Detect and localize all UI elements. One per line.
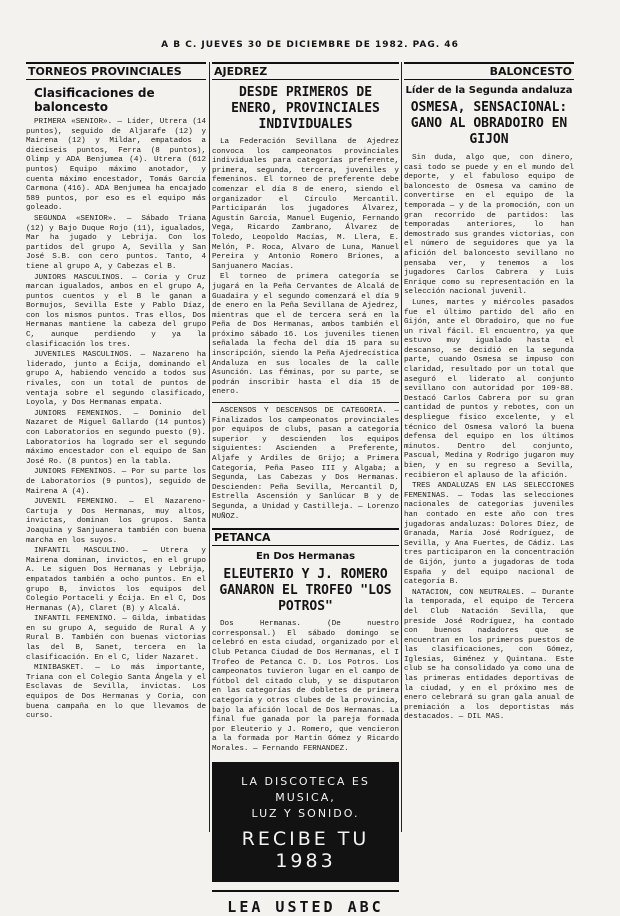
kicker-lider: Líder de la Segunda andaluza bbox=[405, 85, 573, 96]
divider bbox=[212, 402, 399, 403]
section-label: PETANCA bbox=[214, 531, 271, 545]
kicker-dos-hermanas: En Dos Hermanas bbox=[255, 551, 356, 563]
ad-headline: RECIBE TU 1983 bbox=[241, 828, 370, 873]
paragraph: JUNIORS FEMENINOS. — Por su parte los de Laboratorios (9 puntos), seguido de Mairena A (4). bbox=[26, 468, 206, 496]
ad-line-1: LA DISCOTECA ES MUSICA, bbox=[241, 775, 370, 805]
column-right bbox=[404, 62, 574, 840]
paragraph: JUVENIL FEMENINO. — El Nazareno-Cartuja y Dos Hermanas, muy altos, invictas, dominan los grupos. Santa Joaquina y Sanjuanera también con buena marcha en los suyos. bbox=[26, 498, 206, 545]
paragraph: La Federación Sevillana de Ajedrez convoca los campeonatos provinciales individuales para categorías preferente, primera, segunda, tercera, juveniles y femeninos. El torneo de preferente debe comenzar el día 8 de enero, siendo el organizador el Círculo Mercantil. Participarán los jugadores Álvarez, Agustín García, Manuel Eugenio, Fernando Vega, Ricardo Zambrano, Álvarez de Toledo, Leopoldo Macías, M. Llera, E. Melón, P. Roca, Alvaro de Luna, Manuel Pereira y Antonio Romero Briones, a Sanjuanero Macías. bbox=[212, 138, 399, 271]
paragraph: Dos Hermanas. (De nuestro corresponsal.) El sábado domingo se celebró en esta ciudad, organizado por el Club Petanca Ciudad de Dos Hermanas, el I Trofeo de Petanca C. D. Los Potros. Los campeonatos tuvieron lugar en el campo de fútbol del citado club, y se disputaron en las categorías de dobletes de primera categoría y otros clubes de la provincia, bajo la afición local de Dos Hermanas. La final fue ganada por la pareja formada por Eleuterio y J. Romero, que vencieron a la formada por Martín Gómez y Ricardo Morales. — Fernando FERNANDEZ. bbox=[212, 620, 399, 753]
paragraph: SEGUNDA «SENIOR». — Sábado Triana (12) y Bajo Duque Rojo (11), igualados, Mar ha jugado y Lebrija. Con los partidos del grupo A, Sevilla y San José S.B. con cero puntos. Tanto, 4 tiene al grupo A, y Cabezas el B. bbox=[26, 214, 206, 271]
ad-footer: LEA USTED ABC bbox=[212, 890, 399, 916]
paragraph: MINIBASKET. — Lo más importante, Triana con el Colegio Santa Ángela y el Esclavas de Sevilla, invictas. Los equipos de Dos Hermanas y Coria, con buena campaña en lo que llevamos de curso. bbox=[26, 664, 206, 721]
column-middle bbox=[212, 62, 399, 916]
article-body-left bbox=[26, 118, 206, 722]
paragraph: INFANTIL FEMENINO. — Gilda, imbatidas en su grupo A, seguido de Rural A y Rural B. También con buenas victorias las del B, Sanet, tercera en la clasificación. En el C, líder Nazaret. bbox=[26, 615, 206, 662]
section-label: BALONCESTO bbox=[489, 65, 572, 78]
article-body-petanca bbox=[212, 620, 399, 754]
discoteca-ad bbox=[212, 762, 399, 882]
headline-petanca: ELEUTERIO Y J. ROMERO GANARON EL TROFEO "LOS POTROS" bbox=[219, 567, 392, 615]
paragraph: INFANTIL MASCULINO. — Utrera y Mairena dominan, invictos, en el grupo A. Le siguen Dos Hermanas y Lebrija, empatados también a ocho puntos. En el grupo B, invictos los equipos del Colegio Portaceli y Écija. En el C, Dos Hermanas (A), Claret (B) y Alcalá. bbox=[26, 547, 206, 613]
article-body-ajedrez bbox=[212, 138, 399, 522]
paragraph: JUNIORS FEMENINOS. — Dominio del Nazaret de Miguel Gallardo (14 puntos) con Laboratorios en segundo puesto (9). Laboratorios ha logrado ser el segundo máximo encestador con el equipo de San José Ro. (8 puntos) en la tabla. bbox=[26, 409, 206, 466]
paragraph: JUVENILES MASCULINOS. — Nazareno ha liderado, junto a Écija, dominando el grupo A, habiendo vencido a todos sus rivales, con un total de puntos de ventaja sobre el segundo clasificado, Loyola, y Dos Hermanas empata. bbox=[26, 351, 206, 408]
column-left bbox=[26, 62, 206, 840]
section-head-petanca bbox=[212, 528, 399, 546]
section-head-baloncesto bbox=[404, 62, 574, 80]
paragraph: Lunes, martes y miércoles pasados fue el último partido del año en Gijón, ante el Obradoiro, que no fue un rival fácil. El encuentro, ya que estuvo muy igualado hasta el descanso, se decidió en la segunda parte, cuando Osmesa se impuso con claridad, resultado por un total que aseguró el liderato al conjunto sevillano con autoridad por 109-88. Destacó Carlos Cabrera por su gran cantidad de puntos y rebotes, con un despliegue físico excelente, y el técnico del Osmesa valoró la buena defensa del equipo en los últimos minutos. Dentro del conjunto, Pascual, Medina y Rodrigo jugaron muy bien, y en su regreso a Sevilla, recibieron el aplauso de la afición. bbox=[404, 298, 574, 480]
headline-clasificaciones: Clasificaciones de baloncesto bbox=[34, 86, 155, 114]
paragraph: El torneo de primera categoría se jugará en la Peña Cervantes de Alcalá de Guadaira y el segundo comenzará el día 9 de enero en la Peña Sevillana de Ajedrez, mientras que el de tercera será en la Peña de Dos Hermanas, ambos también el próximo sábado 16. Los juveniles tienen señalada la fecha del día 15 para su inscripción, siendo la Peña Ajedrecística Andaluza en sus locales de la calle Asunción. Las féminas, por su parte, se podrán inscribir hasta el día 15 de enero. bbox=[212, 273, 399, 397]
section-head-torneos bbox=[26, 62, 206, 80]
paragraph: NATACION, CON NEUTRALES. — Durante la temporada, el equipo de Tercera del Club Natación Sevilla, que preside José Rodríguez, ha contado con buenos nadadores que se encuentran en los primeros puestos de las clasificaciones, con Gómez, Iglesias, Giménez y Quintana. Este club se ha consolidado ya como una de las primeras entidades deportivas de la ciudad, y en el próximo mes de enero celebrará su gran gala anual de premiación a los deportistas más destacados. — DIL MAS. bbox=[404, 588, 574, 722]
paragraph: PRIMERA «SENIOR». — Líder, Utrera (14 puntos), seguido de Aljarafe (12) y Mairena (12) y Mildar, empatados a dieciseis puntos, Ferra (8 puntos), Olimp y ADA Benjumea (4). Utrera (612 puntos) Equipo máximo anotador, y cuenta máximo encestador, Tomás García Carmona (416). ADA Benjumea ha encajado 589 puntos, por eso es el equipo más goleado. bbox=[26, 118, 206, 213]
paragraph: ASCENSOS Y DESCENSOS DE CATEGORIA. — Finalizados los campeonatos provinciales por equipos de clubs, pasan a categoría superior y descienden los equipos siguientes: Ascienden a Preferente, Aljafe y Ardiles de Grijo; a Primera Categoría, Peña Paseo III y Algaba; a Segunda, Las Cabezas y Dos Hermanas. Descienden: Peña Sevilla, Mercantil D, Estrella Ascensión y Sanlúcar B y de Segunda, a Unidad y Castilleja. — Lorenzo MUÑOZ. bbox=[212, 407, 399, 521]
section-label: TORNEOS PROVINCIALES bbox=[28, 65, 182, 78]
paragraph: Sin duda, algo que, con dinero, casi todo se puede y en el mundo del deporte, y el fabuloso equipo de baloncesto de Osmesa va camino de convertirse en el equipo de la temporada — y de la promoción, con un gran recorrido de partidos: las temporadas anteriores, lo han demostrado sus grandes victorias, con el número de seguidores que ya la afición del baloncesto sevillano no pensaba ver, y tenemos a los jugadores Carlos Cabrera y Luis Enrique como su representación en la selección nacional juvenil. bbox=[404, 154, 574, 297]
ad-line-2: LUZ Y SONIDO. bbox=[251, 807, 360, 821]
column-rule-2 bbox=[401, 62, 402, 832]
section-head-ajedrez bbox=[212, 62, 399, 80]
headline-osmesa: OSMESA, SENSACIONAL: GANO AL OBRADOIRO EN GIJON bbox=[410, 100, 568, 147]
running-head: A B C. JUEVES 30 DE DICIEMBRE DE 1982. PAG. 46 bbox=[161, 40, 459, 50]
paragraph: TRES ANDALUZAS EN LAS SELECCIONES FEMENINAS. — Todas las selecciones nacionales de categorías juveniles han contado en este año con tres jugadoras andaluzas: Dolores Díez, de Granada, María José Rodríguez, de Sevilla, y Ana Fuertes, de Cádiz. Las tres participaron en la concentración de Gijón, junto a jugadoras de toda España y del equipo nacional de categoría B. bbox=[404, 482, 574, 587]
column-rule-1 bbox=[209, 62, 210, 832]
headline-ajedrez: DESDE PRIMEROS DE ENERO, PROVINCIALES INDIVIDUALES bbox=[231, 85, 380, 132]
section-label: AJEDREZ bbox=[214, 65, 268, 78]
paragraph: JUNIORS MASCULINOS. — Coria y Cruz marcan igualados, ambos en el grupo A, puntos cuentos y el B le ganan a Bormujos, Sevilla Este y Pablo Díaz, con los mismos puntos. Tras ellos, Dos Hermanas mantiene la cabeza del grupo C, aunque perdiendo y ya la clasificación los tres. bbox=[26, 273, 206, 349]
article-body-right bbox=[404, 154, 574, 723]
